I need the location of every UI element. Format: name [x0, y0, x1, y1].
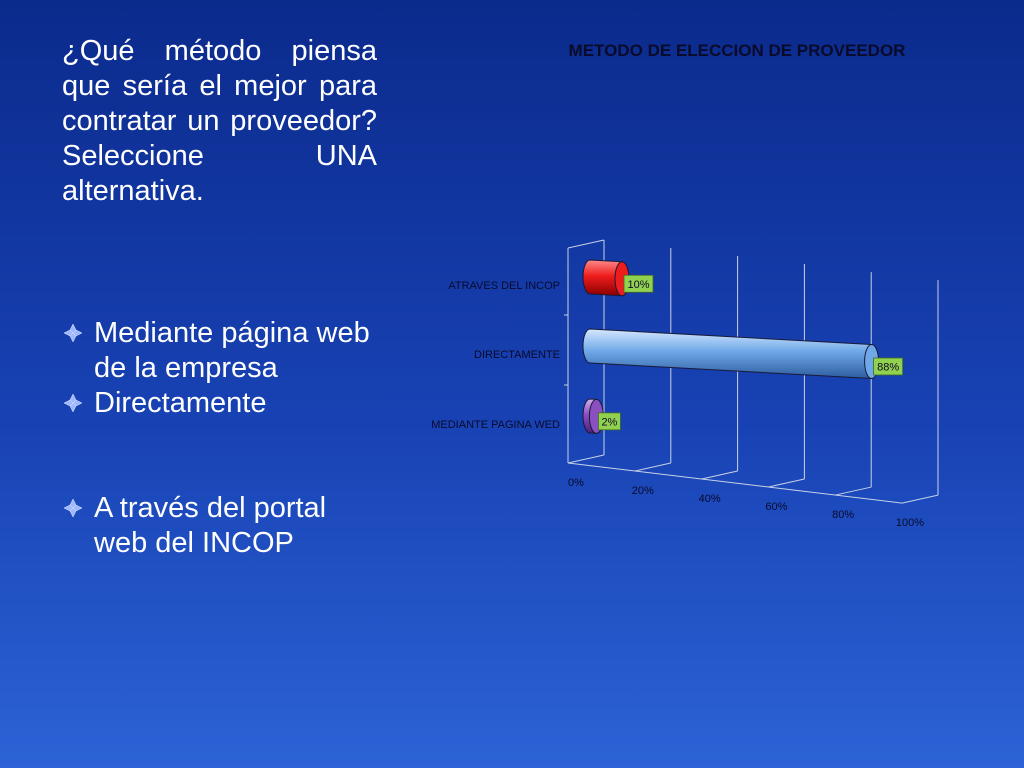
category-label: ATRAVES DEL INCOP	[448, 280, 560, 292]
x-tick-label: 100%	[895, 517, 925, 530]
category-label: DIRECTAMENTE	[474, 349, 560, 361]
x-tick-label: 60%	[765, 501, 788, 514]
chart-title: METODO DE ELECCION DE PROVEEDOR	[568, 41, 906, 60]
question-text: ¿Qué método piensa que sería el mejor para contratar un proveedor? Seleccione UNA alternativa.	[62, 35, 377, 207]
floor-gridline	[902, 495, 938, 503]
x-tick-label: 40%	[698, 493, 721, 506]
x-tick-label: 20%	[631, 485, 654, 498]
floor-gridline	[702, 471, 738, 479]
data-label: 2%	[601, 416, 618, 429]
category-label: MEDIANTE PAGINA WED	[431, 419, 560, 431]
chart-bars	[583, 260, 903, 433]
x-axis-line	[568, 463, 902, 506]
data-label: 88%	[877, 361, 900, 374]
bar-body	[583, 329, 879, 378]
option-label: Mediante página web de la empresa	[94, 317, 370, 384]
floor-gridline	[835, 487, 871, 495]
floor-gridline	[568, 455, 604, 463]
floor-gridline	[635, 463, 671, 471]
x-tick-label: 0%	[568, 477, 584, 489]
floor-gridline	[768, 479, 804, 487]
bar	[583, 329, 879, 378]
top-edge-line	[568, 240, 604, 248]
option-label: Directamente	[94, 387, 267, 419]
option-label: A través del portal web del INCOP	[94, 492, 327, 559]
category-labels	[431, 280, 560, 431]
bar	[583, 260, 629, 296]
data-label: 10%	[627, 278, 650, 291]
x-tick-label: 80%	[832, 509, 855, 522]
